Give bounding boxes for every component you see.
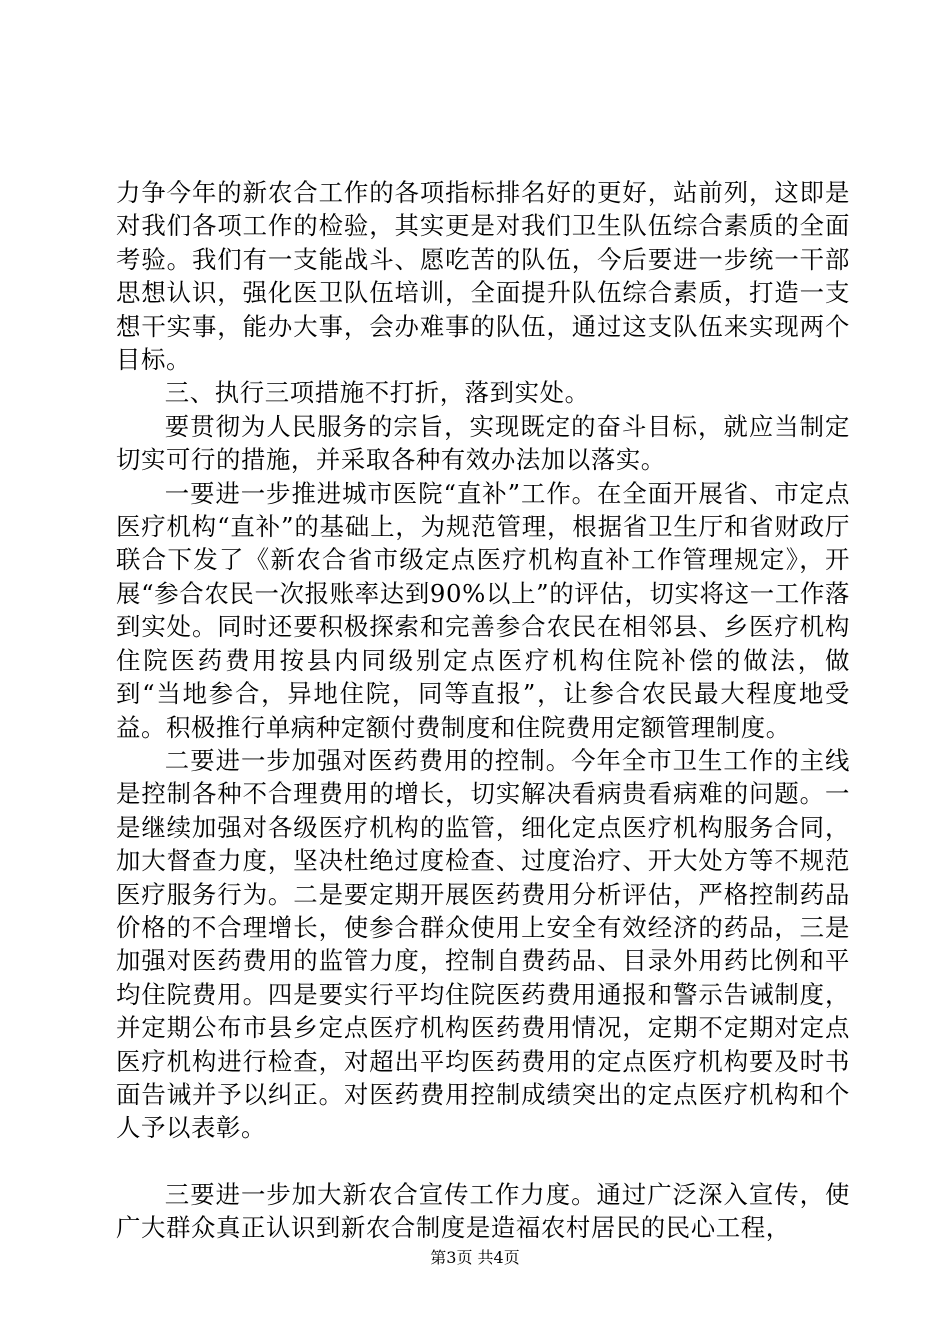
paragraph: 二要进一步加强对医药费用的控制。今年全市卫生工作的主线是控制各种不合理费用的增长，切实解决看病贵看病难的问题。一是继续加强对各级医疗机构的监管，细化定点医疗机构服务合同，加大督查力度，坚决杜绝过度检查、过度治疗、开大处方等不规范医疗服务行为。二是要定期开展医药费用分析评估，严格控制药品价格的不合理增长，使参合群众使用上安全有效经济的药品，三是加强对医药费用的监管力度，控制自费药品、目录外用药比例和平均住院费用。四是要实行平均住院医药费用通报和警示告诫制度，并定期公布市县乡定点医疗机构医药费用情况，定期不定期对定点医疗机构进行检查，对超出平均医药费用的定点医疗机构要及时书面告诫并予以纠正。对医药费用控制成绩突出的定点医疗机构和个人予以表彰。	[116, 745, 850, 1143]
section-heading: 三、执行三项措施不打折，落到实处。	[164, 378, 590, 408]
paragraph-continuation: 力争今年的新农合工作的各项指标排名好的更好，站前列，这即是对我们各项工作的检验，其实更是对我们卫生队伍综合素质的全面考验。我们有一支能战斗、愿吃苦的队伍，今后要进一步统一干部思想认识，强化医卫队伍培训，全面提升队伍综合素质，打造一支想干实事，能办大事，会办难事的队伍，通过这支队伍来实现两个目标。	[116, 178, 850, 375]
paragraph: 三要进一步加大新农合宣传工作力度。通过广泛深入宣传，使广大群众真正认识到新农合制度是造福农村居民的民心工程，	[116, 1179, 850, 1243]
document-body	[116, 176, 850, 1245]
page-footer	[0, 1248, 950, 1268]
paragraph: 要贯彻为人民服务的宗旨，实现既定的奋斗目标，就应当制定切实可行的措施，并采取各种有效办法加以落实。	[116, 411, 850, 475]
paragraph: 一要进一步推进城市医院“直补”工作。在全面开展省、市定点医疗机构“直补”的基础上，为规范管理，根据省卫生厅和省财政厅联合下发了《新农合省市级定点医疗机构直补工作管理规定》，开展“参合农民一次报账率达到90%以上”的评估，切实将这一工作落到实处。同时还要积极探索和完善参合农民在相邻县、乡医疗机构住院医药费用按县内同级别定点医疗机构住院补偿的做法，做到“当地参合，异地住院，同等直报”，让参合农民最大程度地受益。积极推行单病种定额付费制度和住院费用定额管理制度。	[116, 478, 850, 742]
page-number: 第3页 共4页	[430, 1248, 520, 1267]
